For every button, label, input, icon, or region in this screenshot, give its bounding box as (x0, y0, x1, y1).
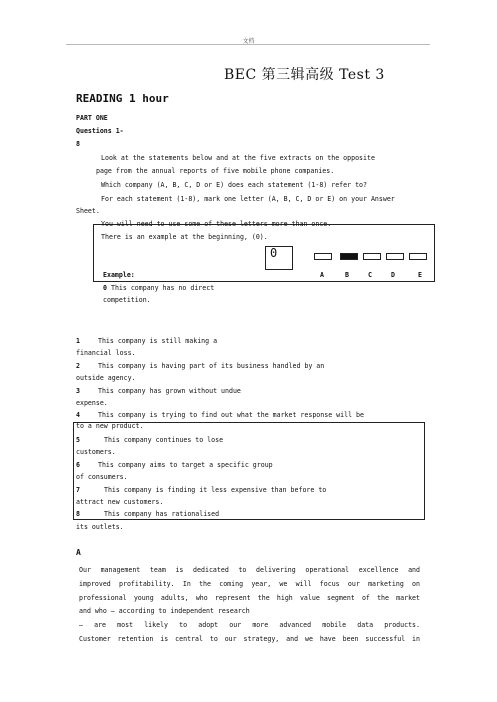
instruction-line: You will need to use some of these letters more than once. (101, 220, 332, 228)
statement-text: This company has rationalised (103, 510, 220, 518)
answer-letter-a: A (320, 271, 324, 279)
statement-2 (76, 362, 324, 370)
answer-box-e[interactable] (409, 253, 427, 260)
example-statement (103, 284, 214, 292)
answer-box-a[interactable] (314, 253, 332, 260)
statement-number: 4 (76, 411, 80, 419)
statement-6 (76, 461, 273, 469)
statement-7 (76, 486, 326, 494)
statement-text-continued: of consumers. (76, 473, 128, 481)
statement-number: 3 (76, 387, 80, 395)
instruction-line: There is an example at the beginning, (0). (101, 233, 268, 241)
answer-letter-e: E (418, 271, 422, 279)
statement-text-continued: outside agency. (76, 374, 136, 382)
statement-number: 2 (76, 362, 80, 370)
statement-text-continued: financial loss. (76, 349, 136, 357)
part-label: PART ONE (76, 114, 108, 122)
section-heading: READING 1 hour (76, 92, 169, 105)
extract-line: improved profitability. In the coming year, we will focus our marketing on (79, 580, 420, 588)
statement-text-continued: to a new product. (76, 422, 144, 430)
questions-label: Questions 1- (76, 127, 124, 135)
document-header-label: 文档 (242, 38, 255, 45)
statement-text-continued: customers. (76, 448, 116, 456)
statement-text: This company is having part of its business handled by an (97, 362, 325, 370)
extract-line: professional young adults, who represent the high value segment of the market (79, 594, 420, 602)
statement-number: 1 (76, 337, 80, 345)
page-title: BEC 第三辑高级 Test 3 (224, 67, 385, 83)
statement-8 (76, 510, 219, 518)
statement-text: This company continues to lose (103, 436, 224, 444)
instruction-line: Sheet. (76, 207, 100, 215)
answer-box-b[interactable] (340, 253, 358, 260)
example-statement-number: 0 (103, 284, 107, 292)
statement-text: This company is still making a (97, 337, 218, 345)
statement-text: This company is trying to find out what the market response will be (97, 411, 364, 419)
extract-line: — are most likely to adopt our more advanced mobile data products. (79, 621, 420, 629)
statement-5 (76, 436, 223, 444)
extract-line: Our management team is dedicated to delivering operational excellence and (79, 566, 420, 574)
example-statement-text: This company has no direct (110, 284, 215, 292)
statement-number: 5 (76, 436, 80, 444)
header-rule (66, 44, 430, 45)
example-statement-continued: competition. (103, 296, 151, 304)
example-number: 0 (270, 246, 278, 260)
instruction-line: Which company (A, B, C, D or E) does each statement (1-8) refer to? (101, 181, 367, 189)
answer-letter-c: C (368, 271, 372, 279)
extract-line: and who — according to independent research (79, 607, 250, 615)
instruction-line: Look at the statements below and at the five extracts on the opposite (101, 154, 375, 162)
statement-4 (76, 411, 364, 419)
instruction-line: page from the annual reports of five mobile phone companies. (96, 167, 335, 175)
statement-text: This company has grown without undue (97, 387, 241, 395)
extract-line: Customer retention is central to our strategy, and we have been successful in (79, 635, 420, 643)
statement-number: 6 (76, 461, 80, 469)
statement-number: 8 (76, 510, 80, 518)
statement-number: 7 (76, 486, 80, 494)
answer-letter-d: D (391, 271, 395, 279)
statement-text-continued: expense. (76, 399, 108, 407)
questions-label-range: 8 (76, 140, 80, 148)
statement-3 (76, 387, 241, 395)
statement-text-continued: its outlets. (76, 523, 124, 531)
statement-text: This company aims to target a specific group (97, 461, 273, 469)
answer-box-d[interactable] (386, 253, 404, 260)
extract-letter: A (76, 548, 81, 557)
example-label: Example: (103, 271, 135, 279)
instruction-line: For each statement (1-8), mark one letter (A, B, C, D or E) on your Answer (101, 195, 395, 203)
answer-letter-b: B (345, 271, 349, 279)
statement-text-continued: attract new customers. (76, 498, 164, 506)
answer-box-c[interactable] (363, 253, 381, 260)
statement-text: This company is finding it less expensive than before to (103, 486, 327, 494)
statement-1 (76, 337, 217, 345)
